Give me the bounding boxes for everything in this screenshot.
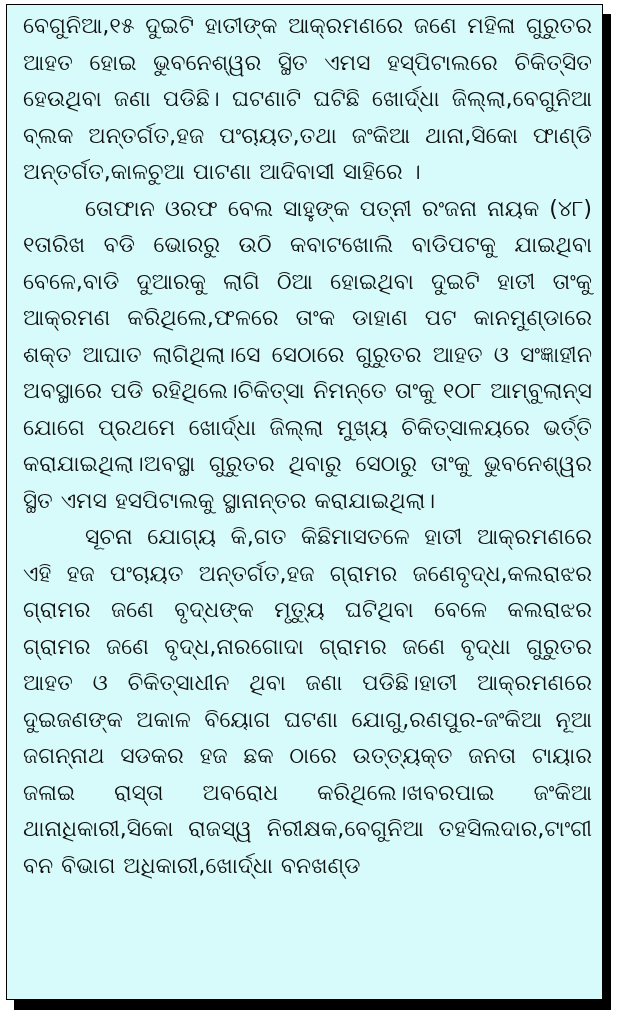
news-article-card	[6, 4, 603, 1000]
article-paragraph-1: ବେଗୁନିଆ,୧୫ ଦୁଇଟି ହାତୀଙ୍କ ଆକ୍ରମଣରେ ଜଣେ ମହିଳା ଗୁରୁତର ଆହତ ହୋଇ ଭୁବନେଶ୍ୱର ସ୍ଥିତ ଏମସ ହସ୍ପିଟାଲରେ ଚିକିତ୍ସିତ ହେଉଥିବା ଜଣା ପଡିଛି। ଘଟଣାଟି ଘଟିଛି ଖୋର୍ଦ୍ଧା ଜିଲ୍ଲା,ବେଗୁନିଆ ବ୍ଲକ ଅନ୍ତର୍ଗତ,ହଜ ପଂଚାୟତ,ତଥା ଜଂକିଆ ଥାନା,ସିକୋ ଫାଣ୍ଡି ଅନ୍ତର୍ଗତ,କାଳଚୁଆ ପାଟଣା ଆଦିବାସୀ ସାହିରେ ।	[23, 14, 592, 185]
article-paragraph-3: ସୂଚନା ଯୋଗ୍ୟ କି,ଗତ କିଛିମାସତଳେ ହାତୀ ଆକ୍ରମଣରେ ଏହି ହଜ ପଂଚାୟତ ଅନ୍ତର୍ଗତ,ହଜ ଗ୍ରାମର ଜଣେବୃଦ୍ଧ,କଲରାଝର ଗ୍ରାମର ଜଣେ ବୃଦ୍ଧଙ୍କ ମୃତ୍ୟୁ ଘଟିଥିବା ବେଳେ କଲରାଝର ଗ୍ରାମର ଜଣେ ବୃଦ୍ଧ,ନାରଗୋଦା ଗ୍ରାମର ଜଣେ ବୃଦ୍ଧା ଗୁରୁତର ଆହତ ଓ ଚିକିତ୍ସାଧୀନ ଥିବା ଜଣା ପଡିଛି।ହାତୀ ଆକ୍ରମଣରେ ଦୁଇଜଣଙ୍କ ଅକାଳ ବିୟୋଗ ଘଟଣା ଯୋଗୁ,ରଣପୁର-ଜଂକିଆ ନୂଆ ଜଗନ୍ନାଥ ସଡକର ହଜ ଛକ ଠାରେ ଉତ୍ତ୍ୟକ୍ତ ଜନତା ଟାୟାର ଜଳାଇ ରାସ୍ତା ଅବରୋଧ କରିଥିଲେ।ଖବରପାଇ ଜଂକିଆ ଥାନାଧିକାରୀ,ସିକୋ ରାଜସ୍ୱ ନିରୀକ୍ଷକ,ବେଗୁନିଆ ତହସିଲଦାର,ଟାଂଗୀ ବନ ବିଭାଗ ଅଧିକାରୀ,ଖୋର୍ଦ୍ଧା ବନଖଣ୍ଡ	[23, 525, 592, 879]
article-paragraph-2: ତୋଫାନ ଓରଫ ବେଲ ସାହୁଙ୍କ ପତ୍ନୀ ରଂଜନା ନାୟକ (୪୮) ୧ତାରିଖ ବଡି ଭୋରରୁ ଉଠି କବାଟଖୋଲି ବାଡିପଟକୁ ଯାଇଥିବା ବେଳେ,ବାଡି ଦୁଆରକୁ ଲାଗି ଠିଆ ହୋଇଥିବା ଦୁଇଟି ହାତୀ ତାଂକୁ ଆକ୍ରମଣ କରିଥିଲେ,ଫଳରେ ତାଂକ ଡାହାଣ ପଟ କାନମୁଣ୍ଡାରେ ଶକ୍ତ ଆଘାତ ଲାଗିଥିଲା।ସେ ସେଠାରେ ଗୁରୁତର ଆହତ ଓ ସଂଜ୍ଞାହୀନ ଅବସ୍ଥାରେ ପଡି ରହିଥିଲେ।ଚିକିତ୍ସା ନିମନ୍ତେ ତାଂକୁ ୧୦୮ ଆମ୍ବୁଲାନ୍ସ ଯୋଗେ ପ୍ରଥମେ ଖୋର୍ଦ୍ଧା ଜିଲ୍ଲା ମୁଖ୍ୟ ଚିକିତ୍ସାଳୟରେ ଭର୍ତ୍ତି କରାଯାଇଥିଲା।ଅବସ୍ଥା ଗୁରୁତର ଥିବାରୁ ସେଠାରୁ ତାଂକୁ ଭୁବନେଶ୍ୱର ସ୍ଥିତ ଏମସ ହସପିଟାଲକୁ ସ୍ଥାନାନ୍ତର କରାଯାଇଥିଲା।	[23, 196, 592, 514]
